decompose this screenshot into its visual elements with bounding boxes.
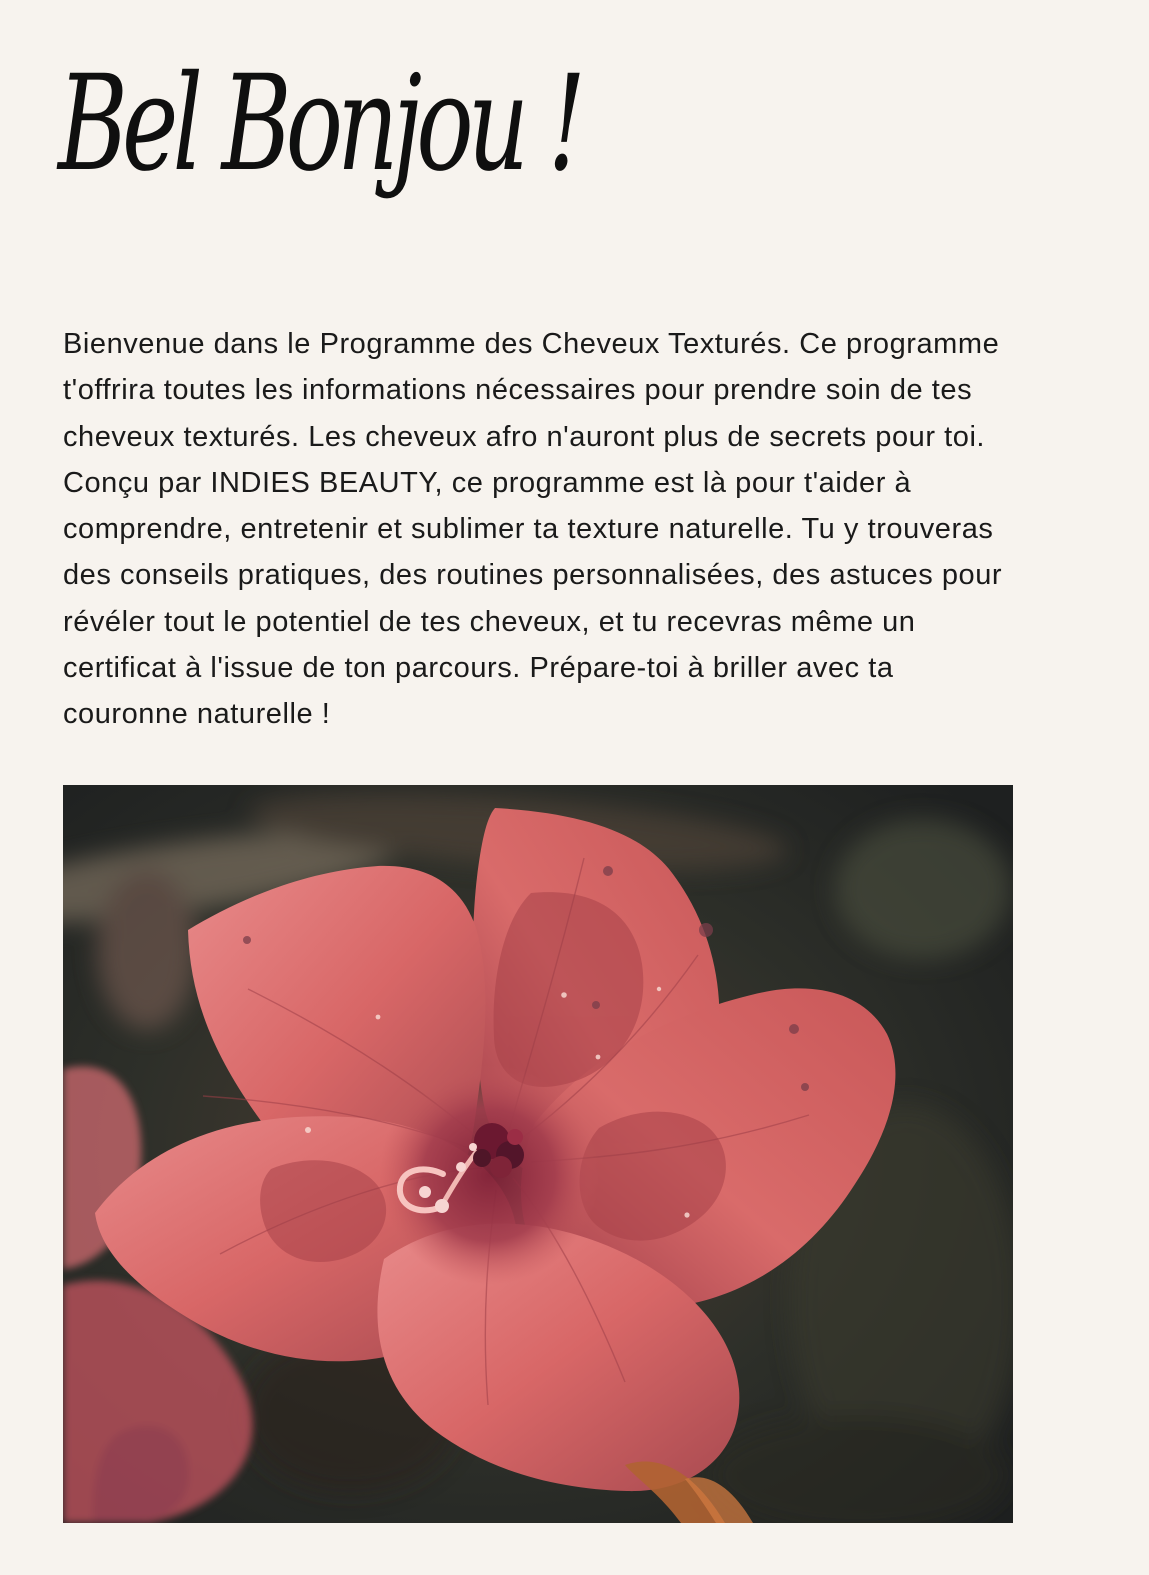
page-title: Bel Bonjou ! [58, 47, 581, 201]
hibiscus-photo [63, 785, 1013, 1523]
program-intro: Bienvenue dans le Programme des Cheveux Texturés. Ce programme t'offrira toutes les informations nécessaires pour prendre soin de tes cheveux texturés. Les cheveux afro n'auront plus de secrets pour toi. Conçu par INDIES BEAUTY, ce programme est là pour t'aider à comprendre, entretenir et sublimer ta texture naturelle. Tu y trouveras des conseils pratiques, des routines personnalisées, des astuces pour révéler tout le potentiel de tes cheveux, et tu recevras même un certificat à l'issue de ton parcours. Prépare-toi à briller avec ta couronne naturelle ! [63, 328, 1003, 731]
photo-icon [63, 785, 1013, 1523]
